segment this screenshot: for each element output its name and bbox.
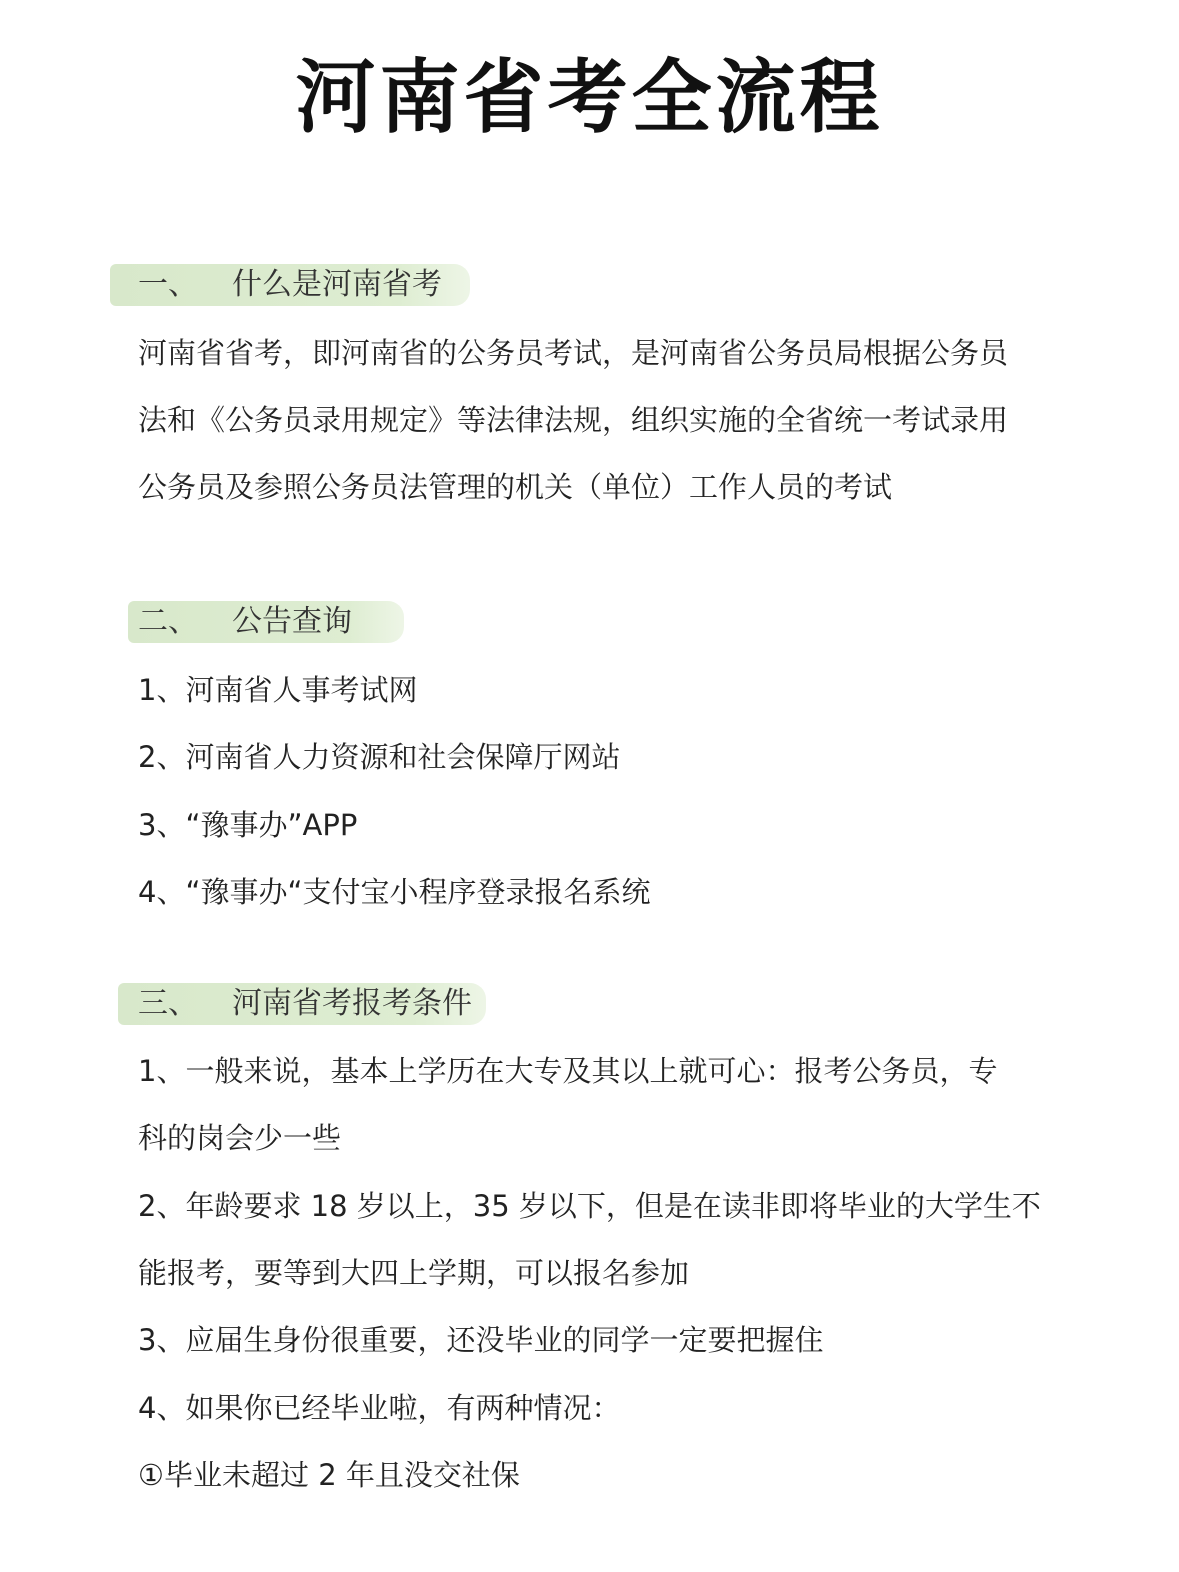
paragraph-line: 公务员及参照公务员法管理的机关（单位）工作人员的考试: [138, 470, 893, 504]
list-item: 3、“豫事办”APP: [138, 808, 358, 842]
section-heading-2: [128, 599, 408, 645]
paragraph-line: 科的岗会少一些: [138, 1121, 342, 1155]
section-title: 公告查询: [232, 604, 352, 639]
section-title: 什么是河南省考: [232, 267, 442, 302]
paragraph-line: ①毕业未超过 2 年且没交社保: [138, 1458, 520, 1492]
list-item: 4、“豫事办“支付宝小程序登录报名系统: [138, 875, 651, 909]
paragraph-line: 法和《公务员录用规定》等法律法规，组织实施的全省统一考试录用: [138, 403, 1009, 437]
section-title: 河南省考报考条件: [232, 986, 472, 1021]
section-number: 二、: [138, 604, 198, 639]
paragraph-line: 2、年龄要求 18 岁以上，35 岁以下，但是在读非即将毕业的大学生不: [138, 1189, 1041, 1223]
section-number: 一、: [138, 267, 198, 302]
list-item: 1、河南省人事考试网: [138, 673, 418, 707]
paragraph-line: 河南省省考，即河南省的公务员考试，是河南省公务员局根据公务员: [138, 336, 1009, 370]
paragraph-line: 3、应届生身份很重要，还没毕业的同学一定要把握住: [138, 1323, 824, 1357]
paragraph-line: 4、如果你已经毕业啦，有两种情况：: [138, 1391, 621, 1425]
list-item: 2、河南省人力资源和社会保障厅网站: [138, 740, 621, 774]
paragraph-line: 能报考，要等到大四上学期，可以报名参加: [138, 1256, 690, 1290]
page-title: 河南省考全流程: [295, 51, 884, 144]
section-heading-1: [110, 262, 475, 308]
section-number: 三、: [138, 986, 198, 1021]
paragraph-line: 1、一般来说，基本上学历在大专及其以上就可心：报考公务员，专: [138, 1054, 998, 1088]
section-heading-3: [118, 981, 490, 1027]
